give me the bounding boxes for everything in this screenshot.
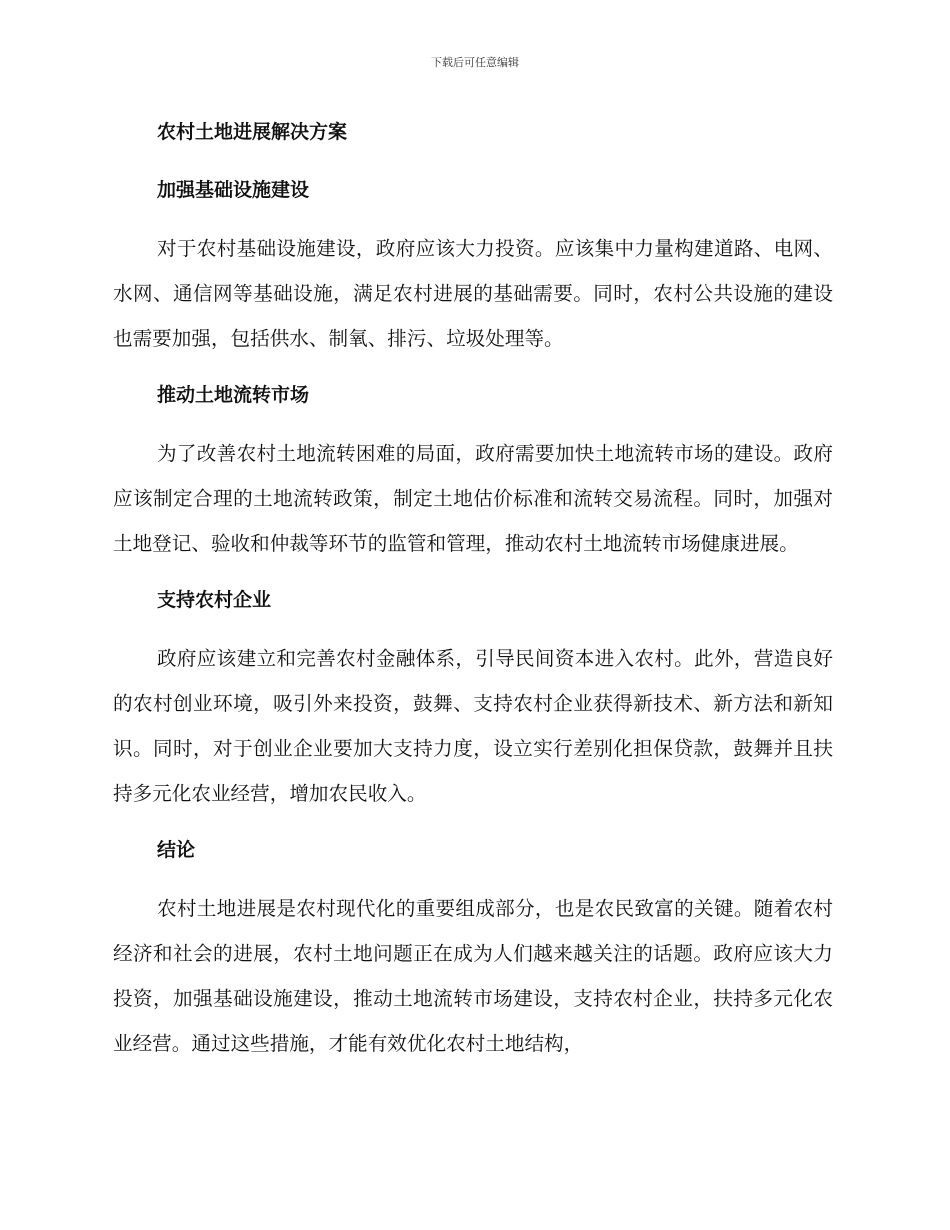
document-title: 农村土地进展解决方案 — [157, 121, 348, 143]
document-body — [113, 110, 833, 1078]
section-heading-rural-enterprise: 支持农村企业 — [157, 589, 272, 611]
running-header: 下载后可任意编辑 — [431, 56, 519, 69]
section-heading-infrastructure: 加强基础设施建设 — [157, 179, 310, 201]
section-paragraph-rural-enterprise: 政府应该建立和完善农村金融体系，引导民间资本进入农村。此外，营造良好的农村创业环境，吸引外来投资，鼓舞、支持农村企业获得新技术、新方法和新知识。同时，对于创业企业要加大支持力度，设立实行差别化担保贷款，鼓舞并且扶持多元化农业经营，增加农民收入。 — [113, 647, 833, 805]
section-heading-conclusion: 结论 — [157, 839, 196, 861]
section-paragraph-conclusion: 农村土地进展是农村现代化的重要组成部分，也是农民致富的关键。随着农村经济和社会的进展，农村土地问题正在成为人们越来越关注的话题。政府应该大力投资，加强基础设施建设，推动土地流转市场建设，支持农村企业，扶持多元化农业经营。通过这些措施，才能有效优化农村土地结构， — [113, 897, 833, 1055]
section-heading-land-market: 推动土地流转市场 — [157, 384, 310, 406]
section-paragraph-infrastructure: 对于农村基础设施建设，政府应该大力投资。应该集中力量构建道路、电网、水网、通信网等基础设施，满足农村进展的基础需要。同时，农村公共设施的建设也需要加强，包括供水、制氧、排污、垃圾处理等。 — [113, 237, 833, 350]
section-paragraph-land-market: 为了改善农村土地流转困难的局面，政府需要加快土地流转市场的建设。政府应该制定合理的土地流转政策，制定土地估价标准和流转交易流程。同时，加强对土地登记、验收和仲裁等环节的监管和管理，推动农村土地流转市场健康进展。 — [113, 442, 833, 555]
